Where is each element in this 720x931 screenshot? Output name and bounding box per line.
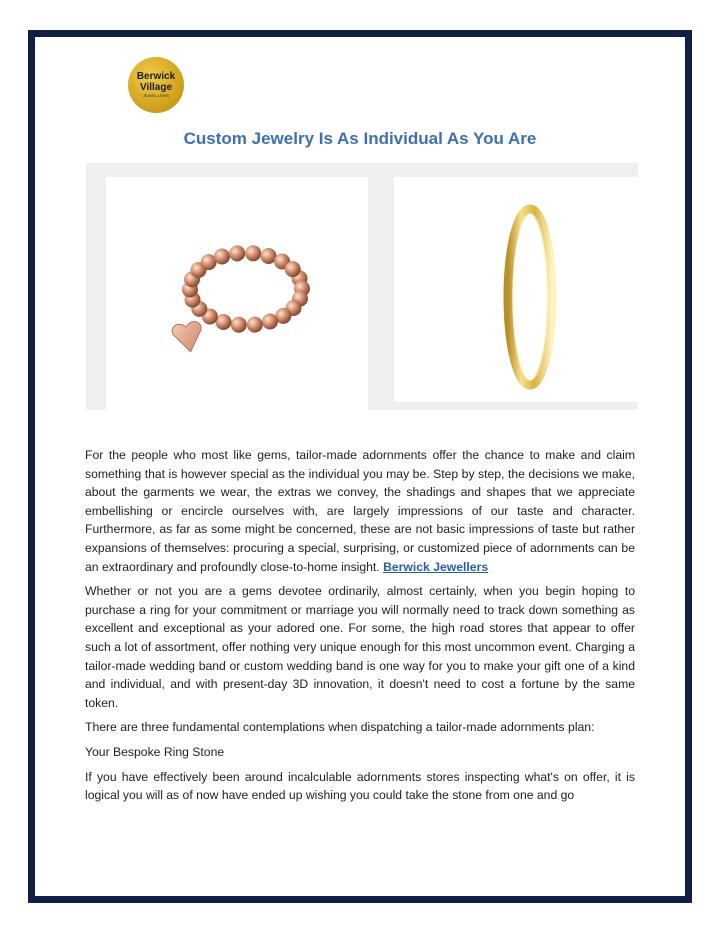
article-body [85,446,635,811]
berwick-jewellers-link[interactable]: Berwick Jewellers [383,559,489,574]
bracelet-bead [262,314,278,330]
paragraph-3: There are three fundamental contemplations when dispatching a tailor-made adornments plan: [85,720,595,735]
bracelet-bead [214,249,230,265]
logo-line-2: Village [139,81,173,93]
bracelet-bead [247,317,263,333]
bracelet-bead [229,245,245,261]
page-title: Custom Jewelry Is As Individual As You Are [183,129,537,148]
paragraph-2: Whether or not you are a gems devotee ordinarily, almost certainly, when you begin hoping to purchase a ring for your commitment or marriage you will normally need to track down something as excellent and exceptional as your adored one. For some, the high road stores that appear to offer such a lot of assortment, offer nothing very unique enough for this most uncommon event. Charging a tailor-made wedding band or custom wedding band is one way for you to make your gift one of a kind and individual, and with present-day 3D innovation, it doesn't need to cost a fortune by the same token. [85,584,635,710]
bracelet-bead [231,317,247,333]
bangle-image-panel [394,177,638,402]
bracelet-bead [216,314,232,330]
paragraph-1-text: For the people who most like gems, tailor-made adornments offer the chance to make and claim something that is however special as the individual you may be. Step by step, the decisions we make, about the garments we wear, the extras we convey, the shadings and shapes that we appreciate embellishing or encircle ourselves with, are largely impressions of our taste and character. Furthermore, as far as some might be concerned, these are not basic impressions of taste but rather expansions of themselves: procuring a special, surprising, or customized piece of adornments can be an extraordinary and profoundly close-to-home insight. [85,448,635,574]
logo-line-3: JEWELLERS [142,92,170,98]
bracelet-bead [261,248,277,264]
rose-gold-bracelet-image [106,177,368,410]
bracelet-bead [285,261,301,277]
section-heading: Your Bespoke Ring Stone [85,744,225,759]
bracelet-bead [245,245,261,261]
bracelet-image-panel [106,177,368,410]
paragraph-1 [85,446,635,576]
brand-logo [128,57,184,113]
logo-line-1: Berwick [136,70,176,82]
paragraph-5: If you have effectively been around incalculable adornments stores inspecting what's on offer, it is logical you will as of now have ended up wishing you could take the stone from one and go [85,769,635,803]
gold-bangle-image [394,177,638,402]
product-gallery [86,163,638,410]
